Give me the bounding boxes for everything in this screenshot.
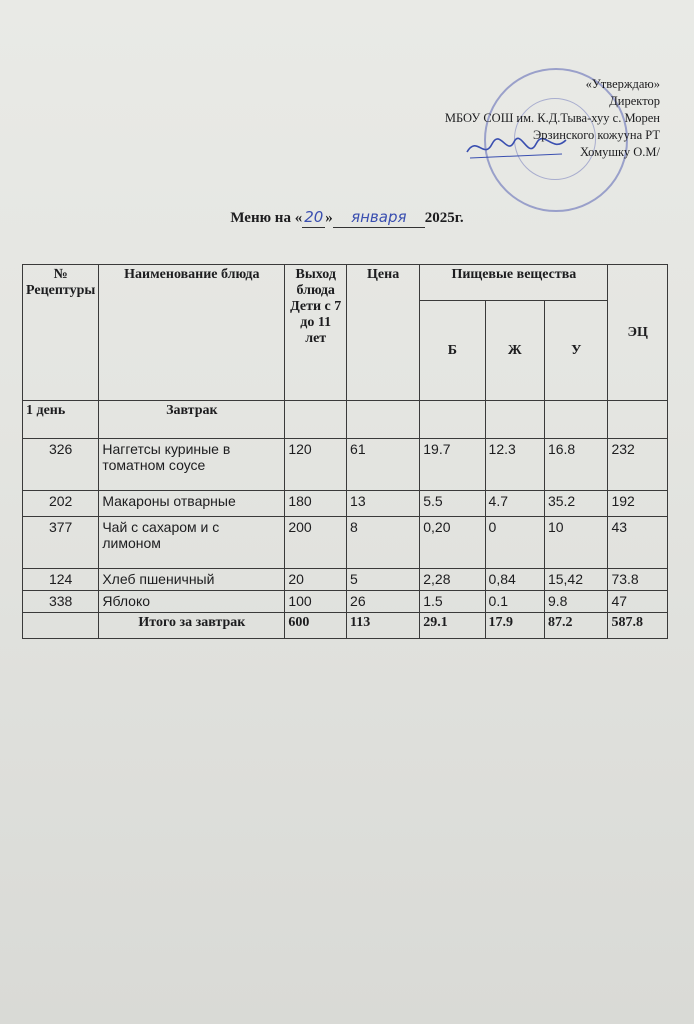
approval-title: «Утверждаю» (585, 77, 660, 91)
menu-month: января (351, 208, 407, 226)
table-row (23, 439, 668, 491)
row-output: 120 (285, 439, 347, 491)
row-price: 5 (347, 569, 420, 591)
row-ec: 232 (608, 439, 668, 491)
row-zh: 0 (485, 517, 544, 569)
approval-name: Хомушку О.М/ (579, 145, 660, 159)
row-name: Яблоко (99, 591, 285, 613)
row-ec: 47 (608, 591, 668, 613)
header-price: Цена (347, 265, 420, 401)
row-ec: 73.8 (608, 569, 668, 591)
row-zh: 0.1 (485, 591, 544, 613)
total-price: 113 (347, 613, 420, 639)
header-zh: Ж (485, 301, 544, 401)
row-u: 16.8 (544, 439, 608, 491)
row-recipe: 326 (23, 439, 99, 491)
menu-title (0, 208, 694, 228)
menu-table (22, 264, 668, 639)
header-recipe: № Рецептуры (23, 265, 99, 401)
row-b: 0,20 (420, 517, 485, 569)
row-name: Чай с сахаром и с лимоном (99, 517, 285, 569)
approval-region: Эрзинского кожууна РТ (532, 128, 660, 142)
row-b: 5.5 (420, 491, 485, 517)
total-label: Итого за завтрак (99, 613, 285, 639)
row-recipe: 202 (23, 491, 99, 517)
section-day: 1 день (23, 401, 99, 439)
row-recipe: 377 (23, 517, 99, 569)
row-b: 2,28 (420, 569, 485, 591)
row-b: 1.5 (420, 591, 485, 613)
menu-day: 20 (304, 208, 324, 226)
section-row (23, 401, 668, 439)
header-u: У (544, 301, 608, 401)
total-row (23, 613, 668, 639)
menu-prefix: Меню на « (230, 210, 303, 226)
row-ec: 43 (608, 517, 668, 569)
header-b: Б (420, 301, 485, 401)
header-ec: ЭЦ (608, 265, 668, 401)
row-u: 15,42 (544, 569, 608, 591)
approval-school: МБОУ СОШ им. К.Д.Тыва-хуу с. Морен (444, 111, 660, 125)
row-name: Макароны отварные (99, 491, 285, 517)
total-ec: 587.8 (608, 613, 668, 639)
row-u: 9.8 (544, 591, 608, 613)
table-row (23, 491, 668, 517)
table-row (23, 591, 668, 613)
row-name: Хлеб пшеничный (99, 569, 285, 591)
total-output: 600 (285, 613, 347, 639)
row-price: 8 (347, 517, 420, 569)
total-b: 29.1 (420, 613, 485, 639)
row-output: 200 (285, 517, 347, 569)
header-output: Выход блюда Дети с 7 до 11 лет (285, 265, 347, 401)
row-zh: 12.3 (485, 439, 544, 491)
table-row (23, 517, 668, 569)
row-output: 100 (285, 591, 347, 613)
table-row (23, 569, 668, 591)
section-meal: Завтрак (99, 401, 285, 439)
row-price: 61 (347, 439, 420, 491)
total-u: 87.2 (544, 613, 608, 639)
row-zh: 0,84 (485, 569, 544, 591)
row-output: 180 (285, 491, 347, 517)
row-price: 13 (347, 491, 420, 517)
total-zh: 17.9 (485, 613, 544, 639)
menu-suffix: 2025г. (424, 210, 464, 226)
row-recipe: 124 (23, 569, 99, 591)
header-name: Наименование блюда (99, 265, 285, 401)
row-output: 20 (285, 569, 347, 591)
row-u: 35.2 (544, 491, 608, 517)
header-nutrients: Пищевые вещества (420, 265, 608, 301)
menu-mid: » (325, 210, 333, 226)
row-name: Наггетсы куриные в томатном соусе (99, 439, 285, 491)
approval-position: Директор (609, 94, 660, 108)
row-price: 26 (347, 591, 420, 613)
row-ec: 192 (608, 491, 668, 517)
row-u: 10 (544, 517, 608, 569)
row-recipe: 338 (23, 591, 99, 613)
approval-block (340, 76, 660, 161)
row-b: 19.7 (420, 439, 485, 491)
row-zh: 4.7 (485, 491, 544, 517)
